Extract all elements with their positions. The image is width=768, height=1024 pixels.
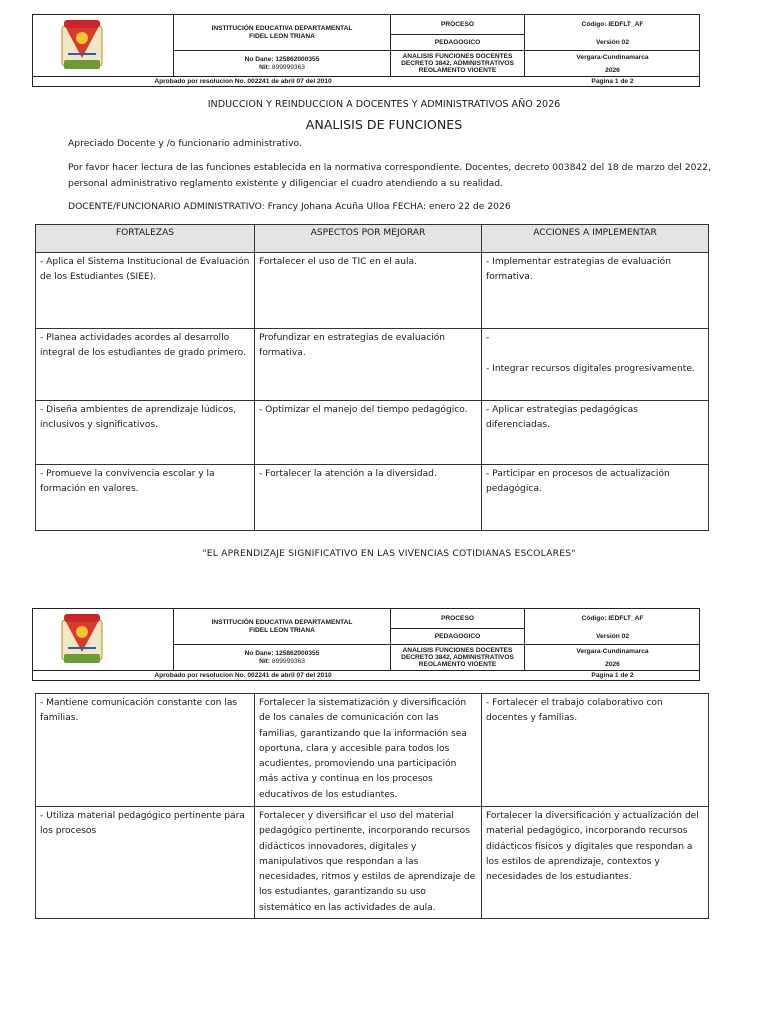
action-cell: - Aplicar estrategias pedagógicas diferenciadas. (482, 401, 709, 465)
document-code: Código: IEDFLT_AF (581, 20, 644, 28)
table-row (36, 465, 709, 531)
page-number: Pagina 1 de 2 (591, 672, 634, 679)
process-label: PROCESO (441, 20, 474, 28)
nit-line: Nit: 899999363 (259, 63, 305, 71)
column-header-strengths: FORTALEZAS (36, 225, 255, 253)
action-cell: - Fortalecer el trabajo colaborativo con docentes y familias. (482, 694, 709, 807)
doc-title-line3: REOLAMENTO VIOENTE (418, 67, 497, 74)
doc-title-line1: ANALISIS FUNCIONES DOCENTES (402, 647, 513, 654)
staff-info-line: DOCENTE/FUNCIONARIO ADMINISTRATIVO: Francy Johana Acuña Ulloa FECHA: enero 22 de 2026 (68, 201, 511, 212)
dane-number: No Dane: 125862000355 (244, 649, 320, 657)
nit-line: Nit: 899999363 (259, 657, 305, 665)
improvement-cell: Profundizar en estrategias de evaluación formativa. (255, 329, 482, 401)
table-row (36, 401, 709, 465)
action-cell: - - Integrar recursos digitales progresivamente. (482, 329, 709, 401)
document-version: Versión 02 (596, 632, 629, 640)
table-row (36, 694, 709, 807)
strength-cell: - Aplica el Sistema Institucional de Evaluación de los Estudiantes (SIEE). (36, 253, 255, 329)
instructions-text: Por favor hacer lectura de las funciones establecida en la normativa correspondiente. Docentes, decreto 003842 del 18 de marzo del 2022, personal administrativo reglamento existente y diligenciar el cuadro atendiendo a su realidad. (68, 162, 712, 189)
process-label: PROCESO (441, 614, 474, 622)
page-title: ANALISIS DE FUNCIONES (305, 117, 463, 132)
institution-name-line1: INSTITUCIÓN EDUCATIVA DEPARTAMENTAL (211, 24, 353, 32)
strength-cell: - Promueve la convivencia escolar y la formación en valores. (36, 465, 255, 531)
document-place: Vergara-Cundinamarca (576, 647, 649, 655)
strength-cell: - Diseña ambientes de aprendizaje lúdicos, inclusivos y significativos. (36, 401, 255, 465)
document-subtitle: INDUCCION Y REINDUCCION A DOCENTES Y ADMINISTRATIVOS AÑO 2026 (207, 99, 561, 110)
improvement-cell: Fortalecer y diversificar el uso del material pedagógico pertinente, incorporando recursos didácticos innovadores, digitales y manipulativos que respondan a las necesidades, ritmos y estilos de aprendizaje de los estudiantes, garantizando su uso sistemático en las actividades de aula. (255, 807, 482, 919)
document-header (32, 14, 700, 87)
institution-name-line1: INSTITUCIÓN EDUCATIVA DEPARTAMENTAL (211, 618, 353, 626)
closing-quote: "EL APRENDIZAJE SIGNIFICATIVO EN LAS VIVENCIAS COTIDIANAS ESCOLARES" (202, 548, 576, 559)
institution-name-line2: FIDEL LEON TRIANA (249, 626, 315, 634)
page-number: Pagina 1 de 2 (591, 78, 634, 85)
doc-title-line2: DECRETO 3842, ADMINISTRATIVOS (401, 654, 514, 661)
strength-cell: - Utiliza material pedagógico pertinente para los procesos (36, 807, 255, 919)
action-cell: Fortalecer la diversificación y actualización del material pedagógico, incorporando recursos didácticos físicos y digitales que respondan a los estilos de aprendizaje, contextos y necesidades de los estudiantes. (482, 807, 709, 919)
school-logo (60, 612, 104, 666)
table-header-row (36, 225, 709, 253)
school-logo (60, 18, 104, 72)
document-version: Versión 02 (596, 38, 629, 46)
greeting-text: Apreciado Docente y /o funcionario administrativo. (68, 138, 302, 149)
approval-resolution: Aprobado por resolucion No. 002241 de abril 07 del 2010 (154, 78, 332, 85)
document-place: Vergara-Cundinamarca (576, 53, 649, 61)
improvement-cell: Fortalecer el uso de TIC en el aula. (255, 253, 482, 329)
document-header-page2 (32, 608, 700, 681)
doc-title-line3: REOLAMENTO VIOENTE (418, 661, 497, 668)
doc-title-line1: ANALISIS FUNCIONES DOCENTES (402, 53, 513, 60)
column-header-actions: ACCIONES A IMPLEMENTAR (482, 225, 709, 253)
document-year: 2026 (605, 66, 620, 74)
action-cell: - Implementar estrategias de evaluación formativa. (482, 253, 709, 329)
strength-cell: - Mantiene comunicación constante con las familias. (36, 694, 255, 807)
process-value: PEDAGOGICO (434, 632, 481, 640)
column-header-improvements: ASPECTOS POR MEJORAR (255, 225, 482, 253)
dane-number: No Dane: 125862000355 (244, 55, 320, 63)
improvement-cell: - Fortalecer la atención a la diversidad. (255, 465, 482, 531)
institution-name-line2: FIDEL LEON TRIANA (249, 32, 315, 40)
approval-resolution: Aprobado por resolucion No. 002241 de abril 07 del 2010 (154, 672, 332, 679)
functions-analysis-table (35, 224, 709, 531)
table-row (36, 253, 709, 329)
action-cell: - Participar en procesos de actualización pedagógica. (482, 465, 709, 531)
functions-analysis-table-continued (35, 693, 709, 919)
document-code: Código: IEDFLT_AF (581, 614, 644, 622)
process-value: PEDAGOGICO (434, 38, 481, 46)
doc-title-line2: DECRETO 3842, ADMINISTRATIVOS (401, 60, 514, 67)
table-row (36, 329, 709, 401)
table-row (36, 807, 709, 919)
improvement-cell: - Optimizar el manejo del tiempo pedagógico. (255, 401, 482, 465)
strength-cell: - Planea actividades acordes al desarrollo integral de los estudiantes de grado primero. (36, 329, 255, 401)
document-year: 2026 (605, 660, 620, 668)
improvement-cell: Fortalecer la sistematización y diversificación de los canales de comunicación con las familias, garantizando que la información sea oportuna, clara y accesible para todos los acudientes, promoviendo una participación más activa y continua en los procesos educativos de los estudiantes. (255, 694, 482, 807)
